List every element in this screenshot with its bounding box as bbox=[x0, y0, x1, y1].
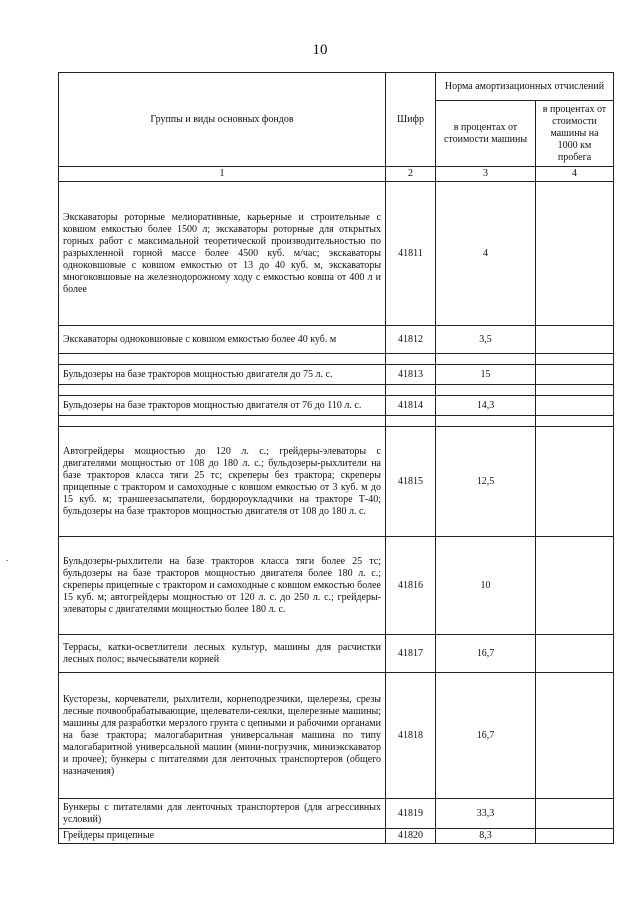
row-norm: 10 bbox=[436, 537, 536, 635]
row-description: Бульдозеры на базе тракторов мощностью двигателя до 75 л. с. bbox=[59, 365, 386, 385]
table-row bbox=[59, 635, 614, 673]
row-description: Экскаваторы роторные мелиоративные, карьерные и строительные с ковшом емкостью более 1500 л; экскаваторы роторные для открытых горных работ с максимальной теоретической производительностью по разрыхленной горной массе более 4500 куб. м/час; экскаваторы одноковшовые с ковшом емкостью от 13 до 40 куб. м, экскаваторы многоковшовые на железнодорожному ходу с емкостью ковша от 400 л и более bbox=[59, 182, 386, 326]
table-row bbox=[59, 365, 614, 385]
row-description: Экскаваторы одноковшовые с ковшом емкостью более 40 куб. м bbox=[59, 326, 386, 354]
row-norm: 4 bbox=[436, 182, 536, 326]
row-description: Автогрейдеры мощностью до 120 л. с.; грейдеры-элеваторы с двигателями мощностью от 108 до 180 л. с.; бульдозеры-рыхлители на базе тракторов класса тяги 25 тс; скреперы без трактора; скреперы прицепные с трактором и самоходные с ковшом емкостью от 3 куб. м до 15 куб. м; траншеезасыпатели, бордюроукладчики на тракторе Т-40; бульдозеры на базе тракторов мощностью двигателя от 108 до 180 л. с. bbox=[59, 427, 386, 537]
row-norm: 12,5 bbox=[436, 427, 536, 537]
table-row bbox=[59, 427, 614, 537]
row-norm-km bbox=[536, 829, 614, 844]
row-norm: 33,3 bbox=[436, 799, 536, 829]
row-norm: 14,3 bbox=[436, 396, 536, 416]
row-description: Террасы, катки-осветлители лесных культур, машины для расчистки лесных полос; вычесыватели корней bbox=[59, 635, 386, 673]
table-row bbox=[59, 182, 614, 326]
row-code: 41817 bbox=[386, 635, 436, 673]
header-norm: Норма амортизационных отчислений bbox=[436, 73, 614, 101]
row-norm-km bbox=[536, 326, 614, 354]
row-code: 41820 bbox=[386, 829, 436, 844]
row-norm-km bbox=[536, 673, 614, 799]
page-number: 10 bbox=[312, 42, 328, 58]
row-code: 41816 bbox=[386, 537, 436, 635]
column-number-1: 1 bbox=[59, 167, 386, 182]
table-row bbox=[59, 799, 614, 829]
row-code: 41814 bbox=[386, 396, 436, 416]
table-row bbox=[59, 326, 614, 354]
row-norm-km bbox=[536, 365, 614, 385]
row-description: Грейдеры прицепные bbox=[59, 829, 386, 844]
row-description: Бульдозеры-рыхлители на базе тракторов класса тяги более 25 тс; бульдозеры на базе тракторов мощностью двигателя более 180 л. с.; скреперы прицепные с трактором и самоходные с ковшом емкостью более 15 куб. м; автогрейдеры мощностью от 120 л. с. до 250 л. с.; грейдеры-элеваторы с двигателями мощностью более 180 л. с. bbox=[59, 537, 386, 635]
row-code: 41811 bbox=[386, 182, 436, 326]
depreciation-norms-table bbox=[58, 72, 614, 844]
column-number-3: 3 bbox=[436, 167, 536, 182]
row-norm: 3,5 bbox=[436, 326, 536, 354]
row-norm: 15 bbox=[436, 365, 536, 385]
row-code: 41813 bbox=[386, 365, 436, 385]
row-norm: 8,3 bbox=[436, 829, 536, 844]
table-row bbox=[59, 829, 614, 844]
row-code: 41819 bbox=[386, 799, 436, 829]
row-code: 41818 bbox=[386, 673, 436, 799]
column-number-4: 4 bbox=[536, 167, 614, 182]
table-row bbox=[59, 396, 614, 416]
row-norm-km bbox=[536, 396, 614, 416]
row-norm-km bbox=[536, 635, 614, 673]
row-norm: 16,7 bbox=[436, 673, 536, 799]
table-row bbox=[59, 673, 614, 799]
row-description: Кусторезы, корчеватели, рыхлители, корнеподрезчики, щелерезы, срезы лесные почвообрабатывающие, щелеватели-сеялки, щелерезные машины; машины для разработки мерзлого грунта с цепными и рабочими органами на базе трактора; малогабаритная универсальная машина по типу малогабаритной универсальной машин (мини-погрузчик, миниэкскаватор и прочее); бункеры с питателями для ленточных транспортеров (общего назначения) bbox=[59, 673, 386, 799]
header-code: Шифр bbox=[386, 73, 436, 167]
header-groups: Группы и виды основных фондов bbox=[59, 73, 386, 167]
scan-mark bbox=[6, 560, 8, 561]
row-code: 41812 bbox=[386, 326, 436, 354]
table-row bbox=[59, 537, 614, 635]
row-norm: 16,7 bbox=[436, 635, 536, 673]
row-description: Бульдозеры на базе тракторов мощностью двигателя от 76 до 110 л. с. bbox=[59, 396, 386, 416]
row-norm-km bbox=[536, 182, 614, 326]
column-number-2: 2 bbox=[386, 167, 436, 182]
row-norm-km bbox=[536, 799, 614, 829]
row-code: 41815 bbox=[386, 427, 436, 537]
row-norm-km bbox=[536, 537, 614, 635]
header-pct-per-km: в процентах от стоимости машины на 1000 км пробега bbox=[536, 101, 614, 167]
row-description: Бункеры с питателями для ленточных транспортеров (для агрессивных условий) bbox=[59, 799, 386, 829]
row-norm-km bbox=[536, 427, 614, 537]
header-pct-cost: в процентах от стоимости машины bbox=[436, 101, 536, 167]
